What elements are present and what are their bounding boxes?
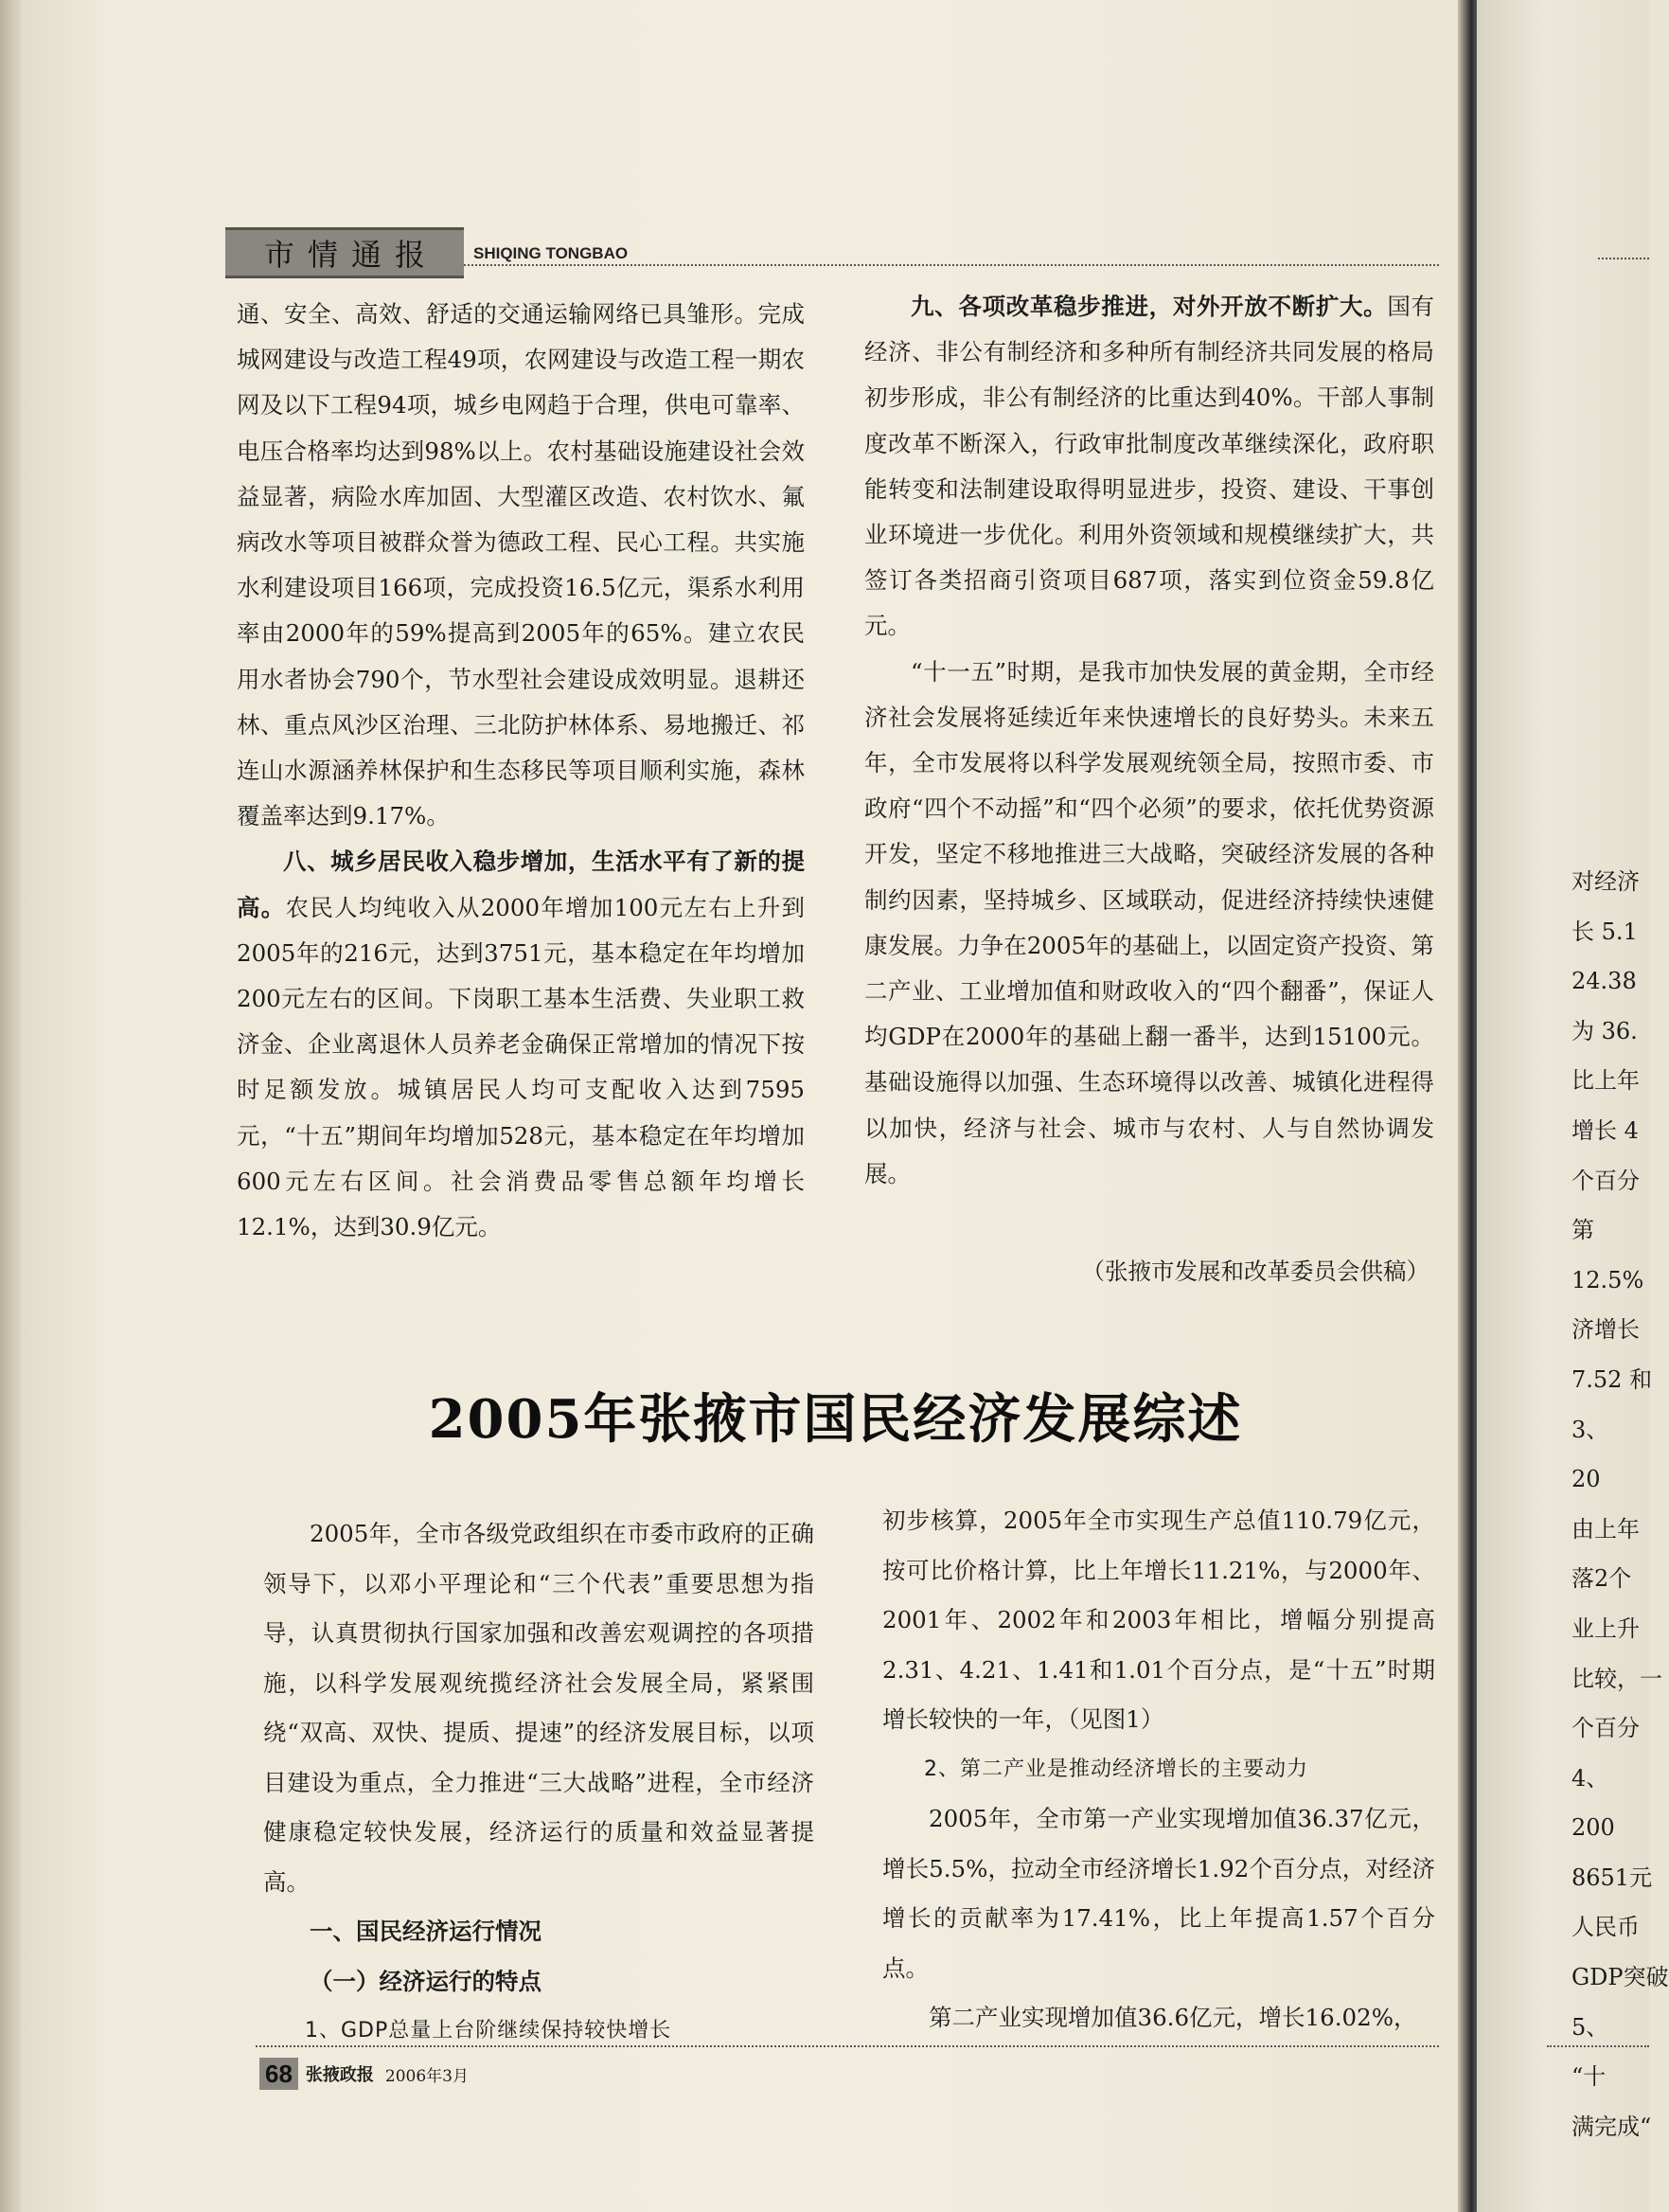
section-8-text: 农民人均纯收入从2000年增加100元左右上升到2005年的216元，达到3751元，基本稳定在年均增加200元左右的区间。下岗职工基本生活费、失业职工救济金、企业离退休人员养老金确保正常增加的情况下按时足额发放。城镇居民人均可支配收入达到7595元，“十五”期间年均增加528元，基本稳定在年均增加600元左右区间。社会消费品零售总额年均增长12.1%，达到30.9亿元。 <box>237 893 805 1241</box>
adjacent-text-line: 3、 <box>1571 1416 1609 1443</box>
adjacent-text-line: 200 <box>1571 1814 1615 1842</box>
heading-level-3: 1、GDP总量上台阶继续保持较快增长 <box>305 2019 672 2043</box>
outlook-paragraph: “十一五”时期，是我市加快发展的黄金期，全市经济社会发展将延续近年来快速增长的良好势头。未来五年，全市发展将以科学发展观统领全局，按照市委、市政府“四个不动摇”和“四个必须”的要求，依托优势资源开发，坚定不移地推进三大战略，突破经济发展的各种制约因素，坚持城乡、区域联动，促进经济持续快速健康发展。力争在2005年的基础上，以固定资产投资、第二产业、工业增加值和财政收入的“四个翻番”，保证人均GDP在2000年的基础上翻一番半，达到15100元。基础设施得以加强、生态环境得以改善、城镇化进程得以加快，经济与社会、城市与农村、人与自然协调发展。 <box>864 657 1434 1187</box>
subheading: 2、第二产业是推动经济增长的主要动力 <box>924 1757 1308 1781</box>
paragraph: 通、安全、高效、舒适的交通运输网络已具雏形。完成城网建设与改造工程49项，农网建设与改造工程一期农网及以下工程94项，城乡电网趋于合理，供电可靠率、电压合格率均达到98%以上。农村基础设施建设社会效益显著，病险水库加固、大型灌区改造、农村饮水、氟病改水等项目被群众誉为德政工程、民心工程。共实施水利建设项目166项，完成投资16.5亿元，渠系水利用率由2000年的59%提高到2005年的65%。建立农民用水者协会790个，节水型社会建设成效明显。退耕还林、重点风沙区治理、三北防护林体系、易地搬迁、祁连山水源涵养林保护和生态移民等项目顺利实施，森林覆盖率达到9.17%。 <box>237 300 805 830</box>
article-title: 2005年张掖市国民经济发展综述 <box>428 1388 1243 1451</box>
book-gutter-shadow <box>1458 0 1477 2212</box>
page-number: 68 <box>259 2058 298 2090</box>
paragraph: 2005年，全市第一产业实现增加值36.37亿元，增长5.5%，拉动全市经济增长1.92个百分点，对经济增长的贡献率为17.41%，比上年提高1.57个百分点。 <box>882 1805 1435 1982</box>
adjacent-text-line: 由上年 <box>1571 1515 1640 1543</box>
footer-divider <box>256 2045 1439 2047</box>
adjacent-text-line: 落2个 <box>1571 1565 1632 1593</box>
left-page-edge <box>0 0 21 2212</box>
header-divider <box>464 264 1439 266</box>
section-title-box <box>225 227 464 278</box>
adjacent-text-line: 5、 <box>1571 2013 1609 2041</box>
adjacent-text-line: 长 5.1 <box>1571 918 1638 945</box>
adjacent-text-line: 比上年 <box>1571 1067 1640 1095</box>
section-title: 市情通报 <box>263 237 438 273</box>
paragraph: 第二产业实现增加值36.6亿元，增长16.02%， <box>929 2004 1417 2031</box>
page-footer <box>259 2057 469 2091</box>
intro-paragraph: 2005年，全市各级党政组织在市委市政府的正确领导下，以邓小平理论和“三个代表”重要思想为指导，认真贯彻执行国家加强和改善宏观调控的各项措施，以科学发展观统揽经济社会发展全局，紧紧围绕“双高、双快、提质、提速”的经济发展目标，以项目建设为重点，全力推进“三大战略”进程，全市经济健康稳定较快发展，经济运行的质量和效益显著提高。 <box>263 1520 814 1896</box>
adjacent-text-line: “十 <box>1571 2063 1607 2091</box>
adjacent-text-line: 比较，一 <box>1571 1665 1662 1692</box>
adjacent-text-line: 满完成“ <box>1571 2113 1652 2140</box>
adjacent-text-line: 业上升 <box>1571 1614 1640 1642</box>
adjacent-text-line: 人民币 <box>1571 1914 1640 1941</box>
section-8-heading: 八、城乡居民收入稳步增加，生活水平有了新的提高。 <box>237 847 805 921</box>
paragraph: 初步核算，2005年全市实现生产总值110.79亿元，按可比价格计算，比上年增长11.21%，与2000年、2001年、2002年和2003年相比，增幅分别提高2.31、4.21、1.41和1.01个百分点，是“十五”时期增长较快的一年，（见图1） <box>882 1507 1435 1733</box>
top-right-column <box>864 284 1434 1197</box>
bottom-left-column <box>263 1509 814 2057</box>
bottom-right-column <box>882 1496 1435 2043</box>
adjacent-text-line: 第 <box>1571 1217 1594 1244</box>
adjacent-text-line: 20 <box>1571 1466 1601 1493</box>
heading-level-2: （一）经济运行的特点 <box>310 1967 542 1995</box>
section-9-heading: 九、各项改革稳步推进，对外开放不断扩大。 <box>911 293 1388 320</box>
adjacent-text-line: 8651元 <box>1571 1864 1653 1891</box>
adjacent-text-line: 为 36. <box>1571 1017 1638 1044</box>
heading-level-1: 一、国民经济运行情况 <box>310 1918 542 1945</box>
adjacent-page-text <box>1571 857 1669 2151</box>
section-8-paragraph <box>237 839 805 1250</box>
adjacent-header-divider <box>1598 258 1649 259</box>
adjacent-footer-divider <box>1547 2045 1649 2047</box>
section-9-paragraph <box>864 284 1434 650</box>
adjacent-text-line: 个百分 <box>1571 1715 1640 1742</box>
adjacent-text-line: 12.5% <box>1571 1266 1644 1293</box>
journal-name: 张掖政报 <box>305 2065 374 2085</box>
adjacent-text-line: 济增长 <box>1571 1316 1640 1344</box>
adjacent-text-line: GDP突破 <box>1571 1964 1669 1991</box>
adjacent-text-line: 24.38 <box>1571 968 1637 995</box>
adjacent-text-line: 增长 4 <box>1571 1116 1639 1144</box>
issue-date: 2006年3月 <box>384 2066 470 2086</box>
section-9-text: 国有经济、非公有制经济和多种所有制经济共同发展的格局初步形成，非公有制经济的比重达到40%。干部人事制度改革不断深入，行政审批制度改革继续深化，政府职能转变和法制建设取得明显进步，投资、建设、干事创业环境进一步优化。利用外资领域和规模继续扩大，共签订各类招商引资项目687项，落实到位资金59.8亿元。 <box>864 293 1435 640</box>
section-header <box>225 227 1439 273</box>
source-note: （张掖市发展和改革委员会供稿） <box>1081 1258 1429 1285</box>
adjacent-text-line: 个百分 <box>1571 1167 1640 1194</box>
section-title-en: SHIQING TONGBAO <box>473 244 629 262</box>
adjacent-text-line: 7.52 和 <box>1571 1365 1653 1393</box>
adjacent-text-line: 对经济 <box>1571 868 1640 895</box>
top-left-column <box>237 292 805 1250</box>
adjacent-text-line: 4、 <box>1571 1764 1609 1792</box>
